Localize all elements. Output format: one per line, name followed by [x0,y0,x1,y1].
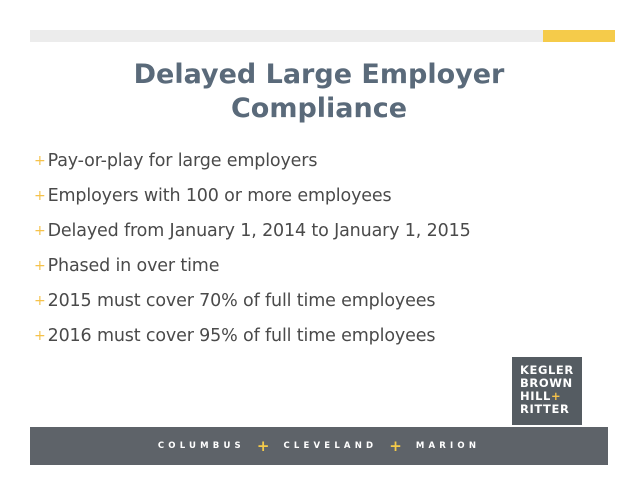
plus-icon: + [34,328,46,344]
plus-icon: + [34,188,46,204]
logo-line-4: RITTER [520,402,570,416]
bullet-item [34,286,471,321]
bullet-text: Employers with 100 or more employees [47,186,392,206]
bullet-item [34,216,471,251]
slide-title [0,58,638,126]
footer-bar [30,427,608,465]
company-logo [512,357,582,425]
bullet-text: Pay-or-play for large employers [47,151,318,171]
bullet-text: 2015 must cover 70% of full time employees [47,291,436,311]
logo-plus-icon: + [550,389,562,403]
logo-line-1: KEGLER [520,363,574,377]
footer-city-columbus: COLUMBUS [157,441,245,451]
footer-city-marion: MARION [415,441,481,451]
bullet-text: 2016 must cover 95% of full time employees [47,326,436,346]
logo-line-3-text: HILL [520,389,551,403]
bullet-list [34,146,471,356]
plus-icon: + [34,293,46,309]
logo-line-2: BROWN [520,376,573,390]
footer-city-cleveland: CLEVELAND [283,441,378,451]
slide-title-line-1: Delayed Large Employer [133,59,505,90]
plus-icon: + [34,258,46,274]
top-divider-bar [30,30,608,42]
slide-title-line-2: Compliance [230,93,408,124]
bullet-text: Phased in over time [47,256,220,276]
footer-plus-icon: + [256,437,270,455]
plus-icon: + [34,223,46,239]
top-accent-bar [543,30,615,42]
footer-plus-icon: + [389,437,402,455]
bullet-item [34,146,471,181]
bullet-item [34,181,471,216]
bullet-item [34,251,471,286]
bullet-item [34,321,471,356]
bullet-text: Delayed from January 1, 2014 to January 1, 2015 [47,221,471,241]
plus-icon: + [34,153,46,169]
